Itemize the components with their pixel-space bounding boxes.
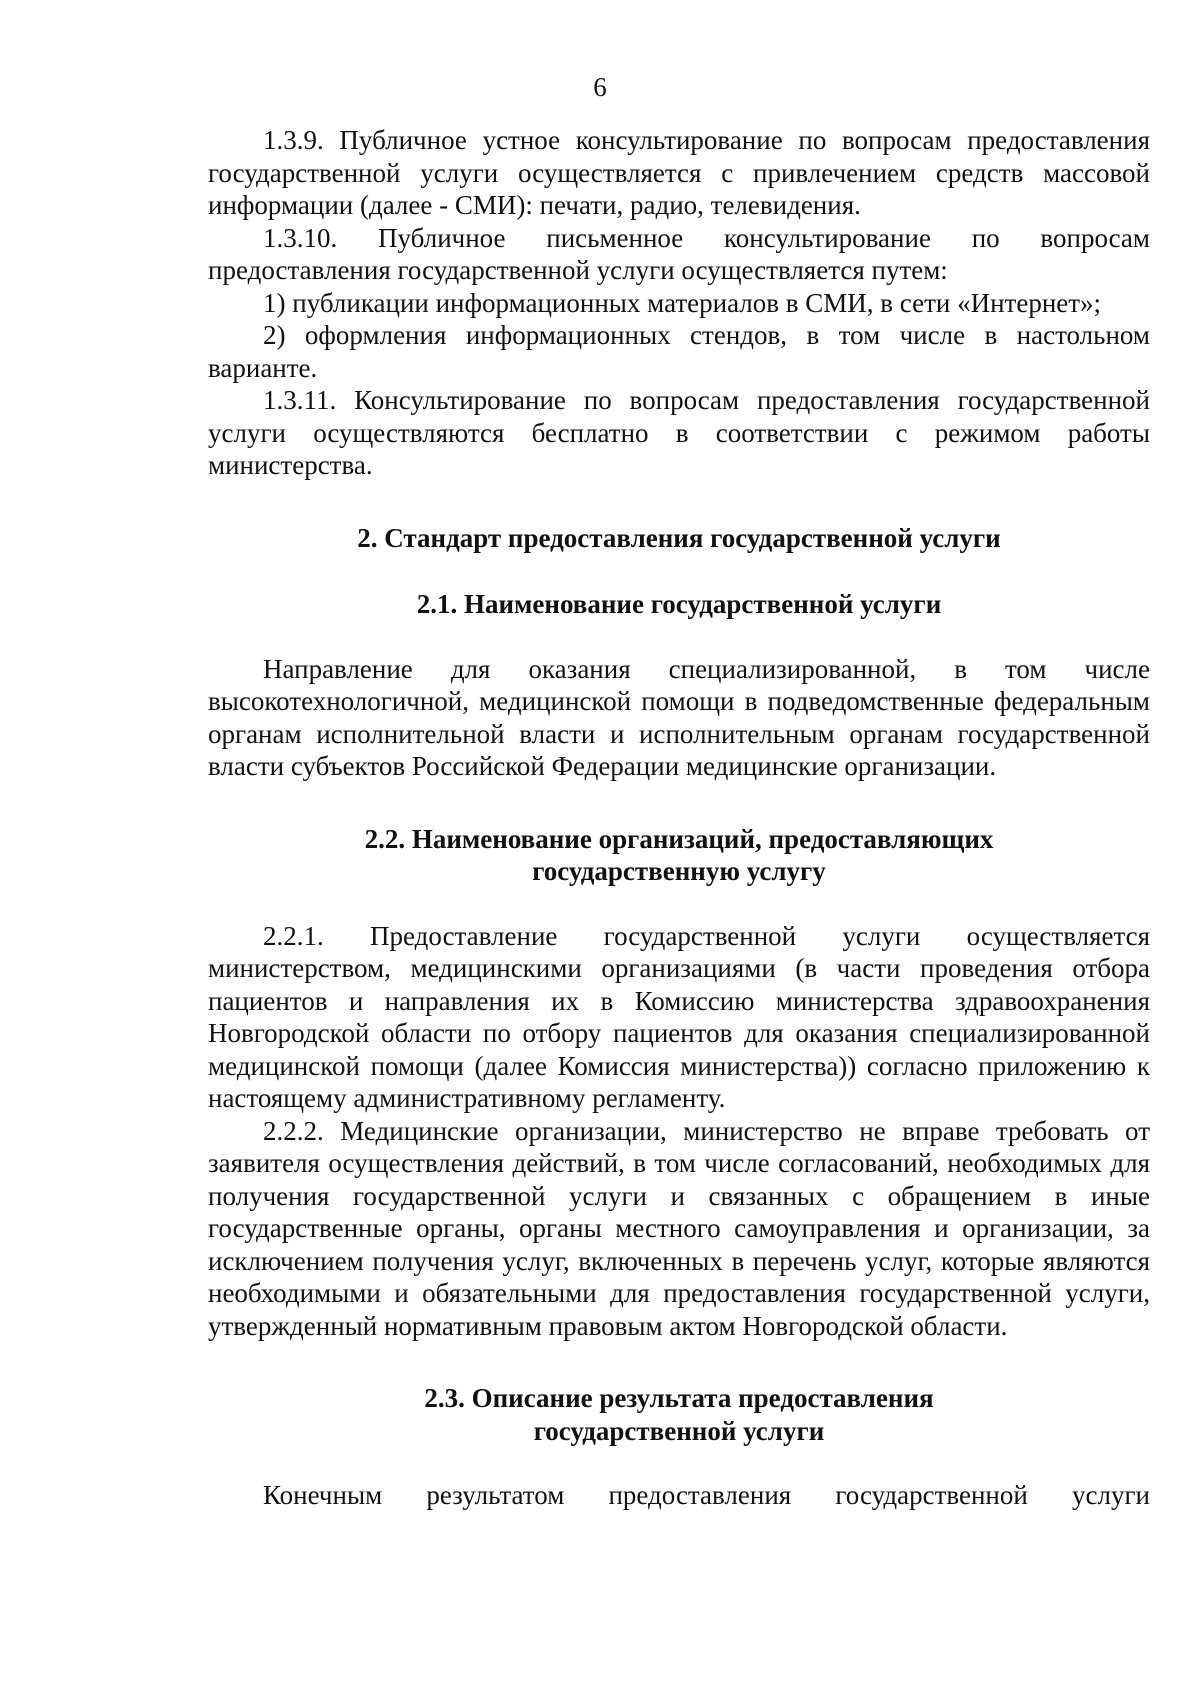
paragraph-2-1: Направление для оказания специализированной, в том числе высокотехнологичной, медицинской помощи в подведомственные федеральным органам исполнительной власти и исполнительным органам государственной власти субъектов Российской Федерации медицинские организации. (208, 653, 1150, 781)
document-body (208, 124, 1150, 1512)
paragraph-1-3-9: 1.3.9. Публичное устное консультирование по вопросам предоставления государственной услуги осуществляется с привлечением средств массовой информации (далее - СМИ): печати, радио, телевидения. (208, 125, 1150, 220)
paragraph-2-3: Конечным результатом предоставления государственной услуги (263, 1480, 1150, 1510)
list-item-2: 2) оформления информационных стендов, в том числе в настольном варианте. (208, 320, 1150, 383)
section-heading-2-3 (208, 1382, 1150, 1447)
paragraph-2-2-2: 2.2.2. Медицинские организации, министерство не вправе требовать от заявителя осуществления действий, в том числе согласований, необходимых для получения государственной услуги и связанных с обращением в иные государственные органы, органы местного самоуправления и организации, за исключением получения услуг, включенных в перечень услуг, которые являются необходимыми и обязательными для предоставления государственной услуги, утвержденный нормативным правовым актом Новгородской области. (208, 1115, 1150, 1341)
page-number: 6 (593, 72, 607, 102)
section-heading-2-1: 2.1. Наименование государственной услуги (416, 589, 942, 619)
paragraph-1-3-11: 1.3.11. Консультирование по вопросам предоставления государственной услуги осуществляются бесплатно в соответствии с режимом работы министерства. (208, 385, 1150, 480)
section-heading-2: 2. Стандарт предоставления государственной услуги (357, 522, 1001, 553)
heading-line: государственную услугу (532, 856, 826, 886)
heading-line: 2.3. Описание результата предоставления (424, 1383, 934, 1413)
heading-line: государственной услуги (533, 1415, 825, 1446)
section-heading-2-2 (208, 823, 1150, 888)
paragraph-2-2-1: 2.2.1. Предоставление государственной услуги осуществляется министерством, медицинскими организациями (в части проведения отбора пациентов и направления их в Комиссию министерства здравоохранения Новгородской области по отбору пациентов для оказания специализированной медицинской помощи (далее Комиссия министерства)) согласно приложению к настоящему административному регламенту. (208, 920, 1150, 1113)
paragraph-1-3-10: 1.3.10. Публичное письменное консультирование по вопросам предоставления государственной услуги осуществляется путем: (208, 222, 1150, 285)
list-item-1: 1) публикации информационных материалов в СМИ, в сети «Интернет»; (263, 287, 1102, 318)
heading-line: 2.2. Наименование организаций, предоставляющих (364, 823, 994, 854)
